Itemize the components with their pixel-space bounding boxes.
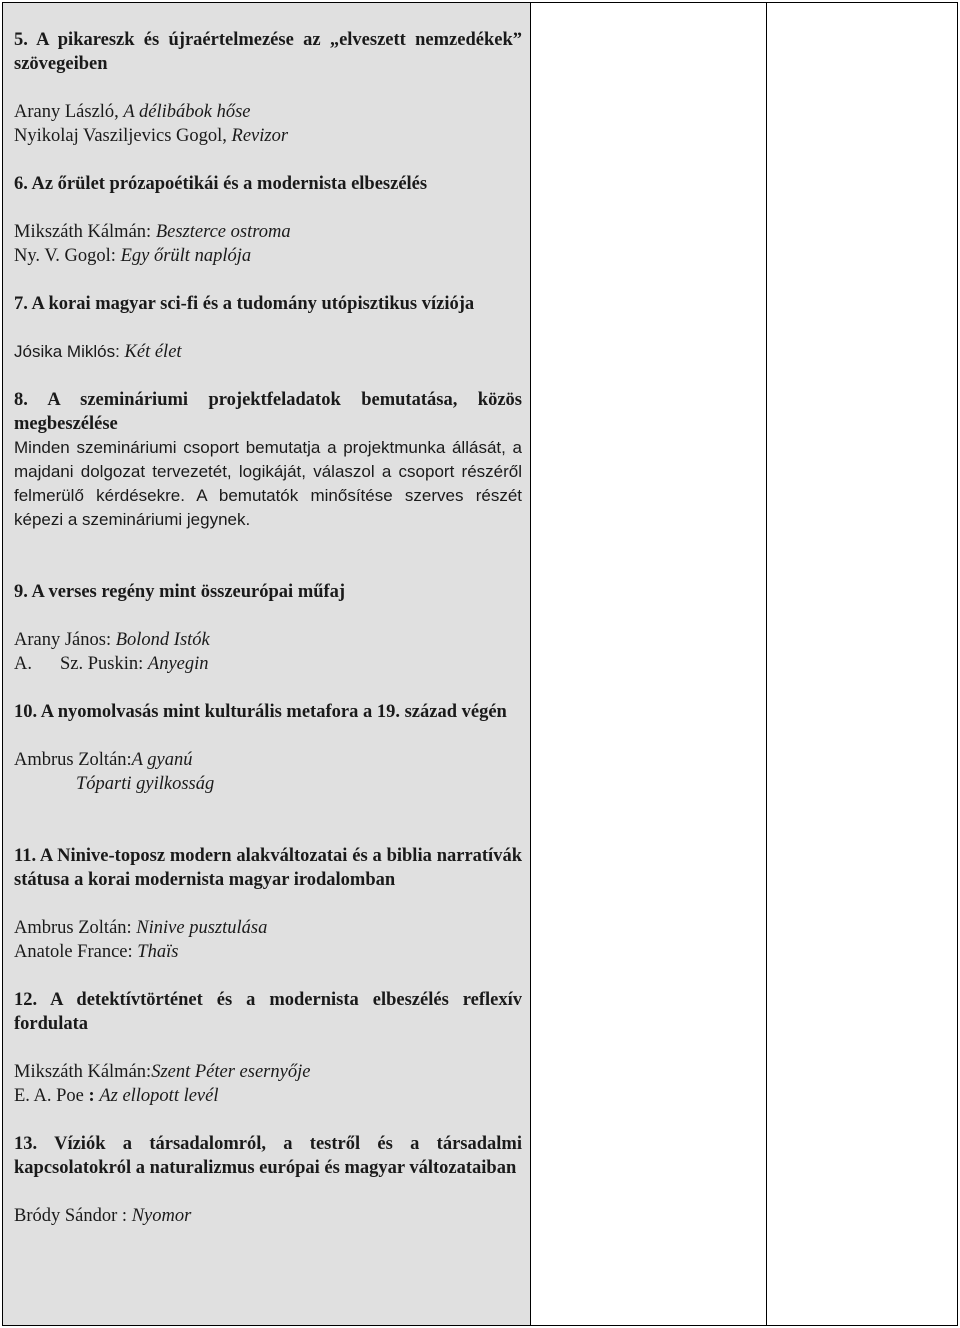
- topic-12-heading: 12. A detektívtörténet és a modernista elbeszélés reflexív fordulata: [14, 990, 522, 1034]
- empty-column-3: [767, 3, 957, 1325]
- topic-12-work-1: Mikszáth Kálmán:Szent Péter esernyője: [14, 1062, 311, 1082]
- topic-9-work-1: Arany János: Bolond Istók: [14, 630, 210, 650]
- topics-column: [3, 3, 531, 1325]
- topic-11-work-1: Ambrus Zoltán: Ninive pusztulása: [14, 918, 268, 938]
- topic-7-work-1: Jósika Miklós: Két élet: [14, 342, 182, 362]
- empty-column-2: [531, 3, 767, 1325]
- topic-6-heading: 6. Az őrület prózapoétikái és a modernista elbeszélés: [14, 174, 428, 194]
- topics-content: [14, 28, 522, 1228]
- topic-7-heading: 7. A korai magyar sci-fi és a tudomány utópisztikus víziója: [14, 294, 475, 314]
- topic-6-work-1: Mikszáth Kálmán: Beszterce ostroma: [14, 222, 291, 242]
- topic-11-heading: 11. A Ninive-toposz modern alakváltozatai és a biblia narratívák státusa a korai modernista magyar irodalomban: [14, 846, 522, 890]
- topic-9-work-2: A. Sz. Puskin: Anyegin: [14, 654, 209, 674]
- topic-13-heading: 13. Víziók a társadalomról, a testről és a társadalmi kapcsolatokról a naturalizmus európai és magyar változataiban: [14, 1134, 522, 1178]
- topic-5-work-2: Nyikolaj Vasziljevics Gogol, Revizor: [14, 126, 289, 146]
- topic-10-work-2: Tóparti gyilkosság: [76, 774, 215, 794]
- topic-10-heading: 10. A nyomolvasás mint kulturális metafora a 19. század végén: [14, 702, 507, 722]
- topic-6-work-2: Ny. V. Gogol: Egy őrült naplója: [14, 246, 252, 266]
- topic-12-work-2: E. A. Poe : Az ellopott levél: [14, 1086, 219, 1106]
- syllabus-table: [2, 2, 958, 1326]
- topic-9-heading: 9. A verses regény mint összeurópai műfaj: [14, 582, 346, 602]
- topic-5-work-1: Arany László, A délibábok hőse: [14, 102, 251, 122]
- topic-13-work-1: Bródy Sándor : Nyomor: [14, 1206, 192, 1226]
- topic-8-heading: 8. A szemináriumi projektfeladatok bemutatása, közös megbeszélése: [14, 390, 522, 434]
- topic-10-work-1: Ambrus Zoltán:A gyanú: [14, 750, 193, 770]
- topic-5-heading: 5. A pikareszk és újraértelmezése az „elveszett nemzedékek” szövegeiben: [14, 30, 522, 74]
- topic-8-body: Minden szemináriumi csoport bemutatja a projektmunka állását, a majdani dolgozat tervezetét, logikáját, válaszol a csoport részéről felmerülő kérdésekre. A bemutatók minősítése szerves részét képezi a szemináriumi jegynek.: [14, 438, 522, 529]
- topic-11-work-2: Anatole France: Thaïs: [14, 942, 179, 962]
